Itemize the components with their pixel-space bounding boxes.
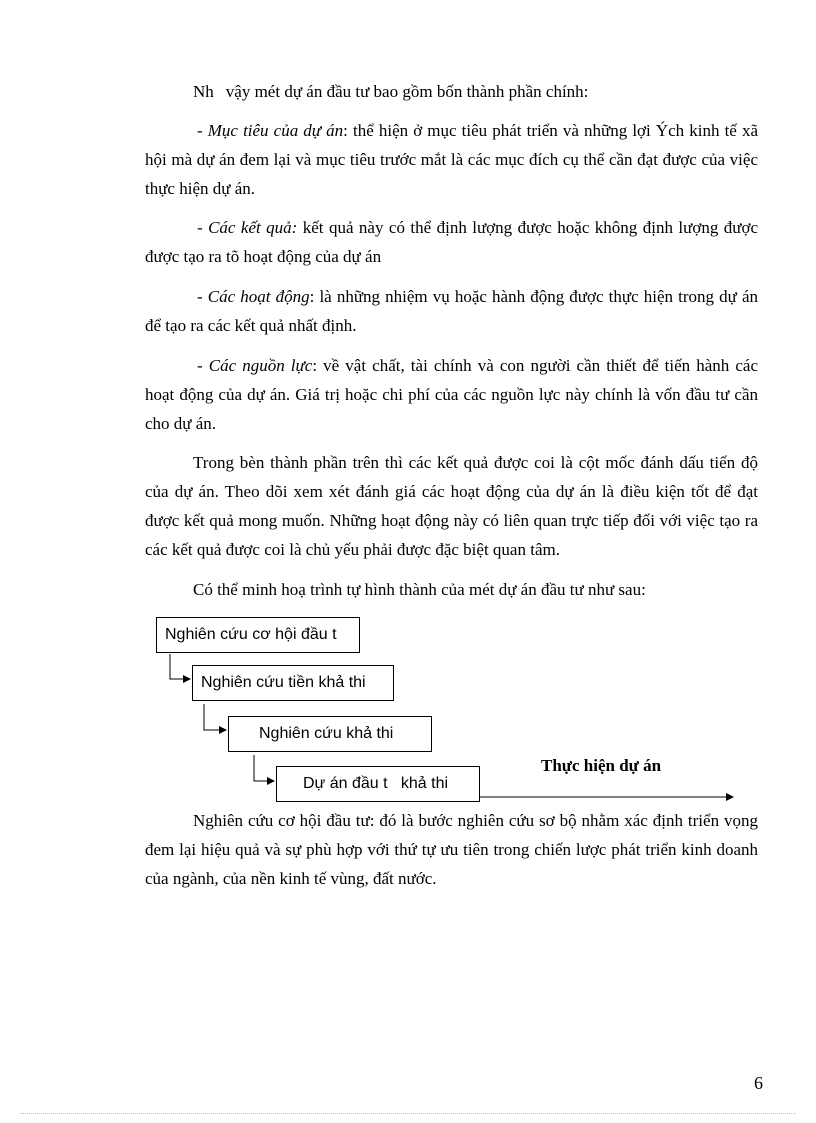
component-results: - Các kết quả: kết quả này có thể định lượng được hoặc không định lượng được được tạo ra tõ hoạt động của dự án [145, 218, 759, 266]
intro-text: vậy mét dự án đầu tư bao gồm bốn thành phần chính: [225, 82, 589, 101]
component-text: : là những nhiệm vụ hoặc hành động được thực hiện trong dự án để tạo ra các kết quả nhất định. [145, 287, 758, 335]
component-text: : thể hiện ở mục tiêu phát triển và những lợi Ých kinh tế xã hội mà dự án đem lại và mục tiêu trước mắt là các mục đích cụ thể cần đạt được của việc thực hiện dự án. [145, 121, 758, 198]
diagram-intro: Có thể minh hoạ trình tự hình thành của mét dự án đầu tư như sau: [193, 580, 646, 599]
execution-label: Thực hiện dự án [541, 756, 662, 775]
component-activities: - Các hoạt động: là những nhiệm vụ hoặc hành động được thực hiện trong dự án để tạo ra các kết quả nhất định. [145, 287, 758, 335]
component-label: Mục tiêu của dự án [207, 121, 344, 140]
flow-step-opportunity: Nghiên cứu cơ hội đầu t [156, 617, 360, 653]
connector-arrow [170, 654, 190, 679]
component-text: kết quả này có thể định lượng được hoặc không định lượng được được tạo ra tõ hoạt động của dự án [145, 218, 759, 266]
summary-paragraph: Trong bèn thành phần trên thì các kết quả được coi là cột mốc đánh dấu tiến độ của dự án. Theo dõi xem xét đánh giá các hoạt động của dự án là điều kiện tốt để đạt được kết quả mong muốn. Những hoạt động này có liên quan trực tiếp đối với việc tạo ra các kết quả được coi là chủ yếu phải được đặc biệt quan tâm. [145, 453, 758, 559]
component-label: Các nguồn lực [208, 356, 313, 375]
flow-step-prefeasibility: Nghiên cứu tiền khả thi [192, 665, 394, 701]
component-text: : về vật chất, tài chính và con người cần thiết để tiến hành các hoạt động của dự án. Giá trị hoặc chi phí của các nguồn lực này chính là vốn đầu tư cần cho dự án. [145, 356, 758, 433]
component-resources: - Các nguồn lực: về vật chất, tài chính và con người cần thiết để tiến hành các hoạt động của dự án. Giá trị hoặc chi phí của các nguồn lực này chính là vốn đầu tư cần cho dự án. [145, 356, 758, 433]
bottom-rule [20, 1113, 796, 1114]
flow-step-feasibility: Nghiên cứu khả thi [228, 716, 432, 752]
component-label: Các kết quả: [208, 218, 298, 237]
component-objectives: - Mục tiêu của dự án: thể hiện ở mục tiêu phát triển và những lợi Ých kinh tế xã hội mà dự án đem lại và mục tiêu trước mắt là các mục đích cụ thể cần đạt được của việc thực hiện dự án. [145, 121, 758, 198]
connector-arrow [254, 755, 274, 781]
component-label: Các hoạt động [207, 287, 310, 306]
connector-arrow [204, 704, 226, 730]
intro-prefix: Nh [193, 82, 214, 101]
last-paragraph: Nghiên cứu cơ hội đầu tư: đó là bước nghiên cứu sơ bộ nhằm xác định triển vọng đem lại hiệu quả và sự phù hợp với thứ tự ưu tiên trong chiến lược phát triển kinh doanh của ngành, của nền kinh tế vùng, đất nước. [145, 811, 758, 888]
flow-step-feasible-project: Dự án đầu t khả thi [276, 766, 480, 802]
page-number: 6 [754, 1073, 763, 1093]
